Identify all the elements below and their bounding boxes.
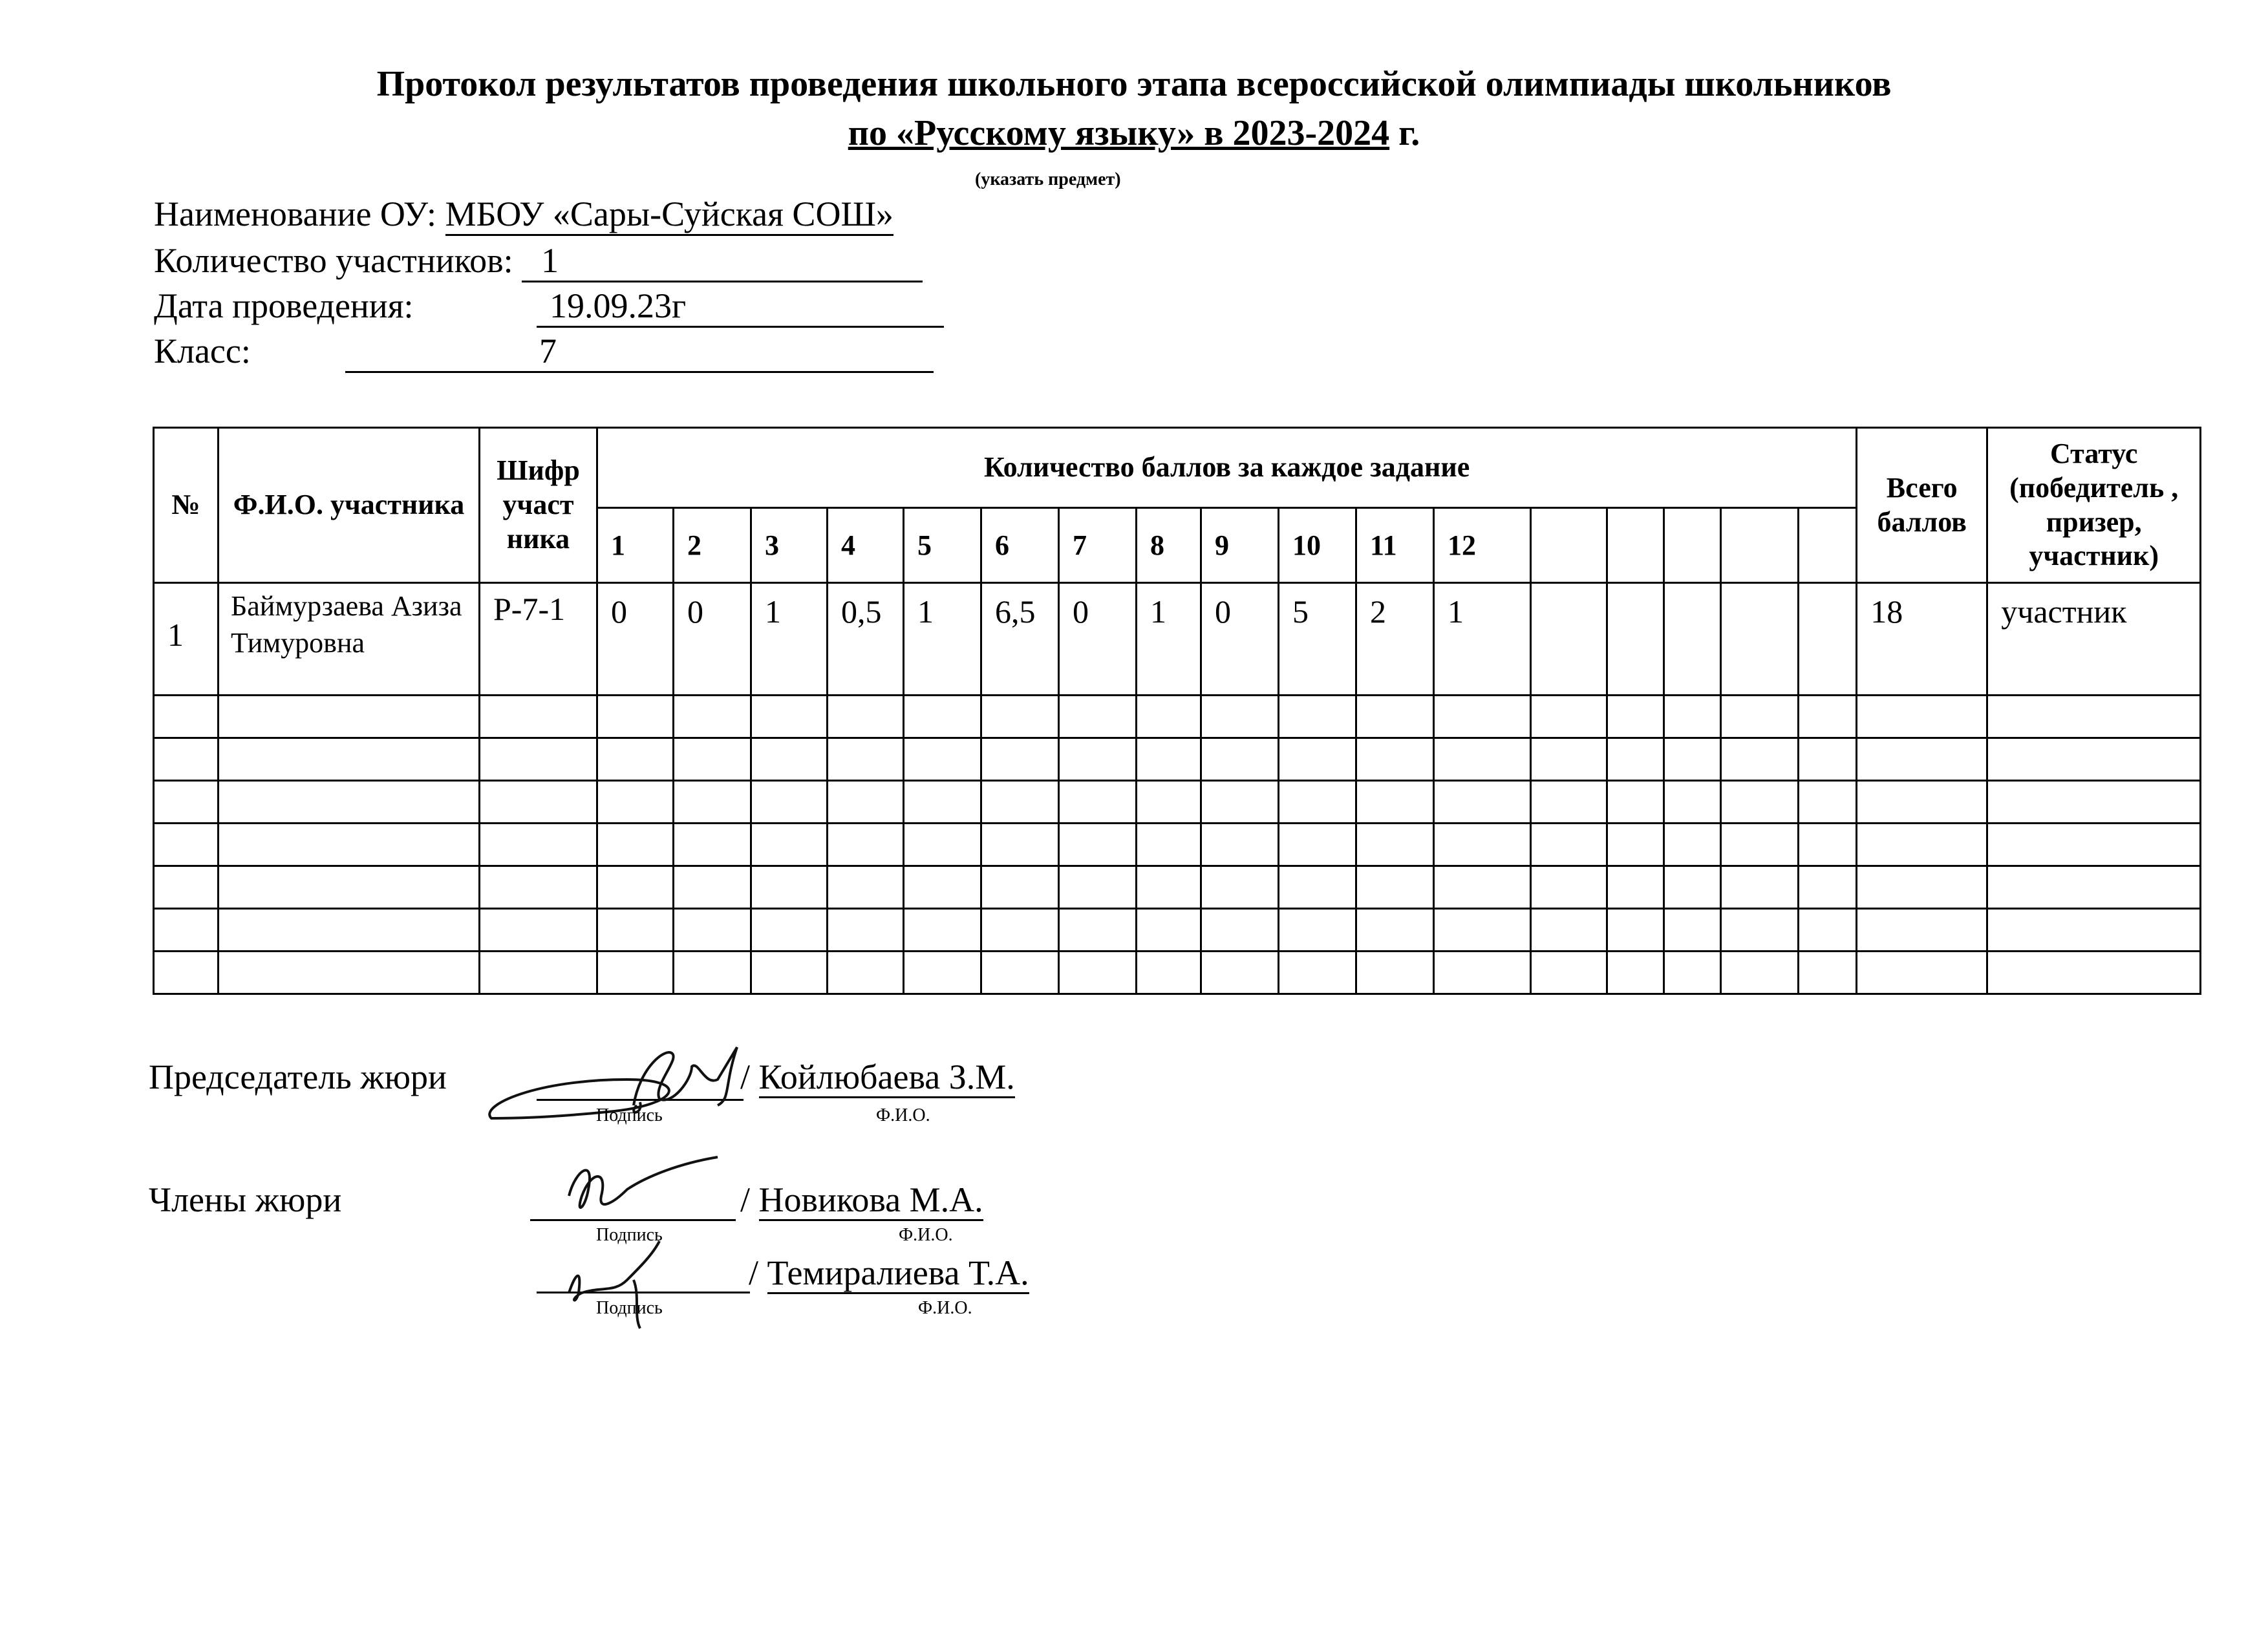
task-number: 6 bbox=[981, 508, 1059, 583]
member1-name: Новикова М.А. bbox=[759, 1180, 983, 1221]
date-label: Дата проведения: bbox=[154, 286, 414, 325]
school-label: Наименование ОУ: bbox=[154, 195, 445, 233]
empty-table-row bbox=[154, 866, 2201, 909]
score-cell: 0 bbox=[597, 583, 674, 696]
row-number: 1 bbox=[154, 583, 219, 696]
table-row bbox=[154, 583, 2201, 696]
class-line bbox=[154, 331, 557, 371]
score-cell: 1 bbox=[751, 583, 828, 696]
participant-name: Баймурзаева Азиза Тимуровна bbox=[219, 583, 480, 696]
score-cell: 0 bbox=[1201, 583, 1279, 696]
task-number: 9 bbox=[1201, 508, 1279, 583]
count-label: Количество участников: bbox=[154, 241, 522, 280]
col-status-header: Статус (победитель , призер, участник) bbox=[1987, 428, 2201, 583]
score-cell: 1 bbox=[1434, 583, 1531, 696]
task-number: 10 bbox=[1279, 508, 1356, 583]
task-number: 8 bbox=[1137, 508, 1201, 583]
empty-table-row bbox=[154, 696, 2201, 738]
members-label: Члены жюри bbox=[149, 1180, 342, 1219]
empty-table-row bbox=[154, 781, 2201, 824]
member2-name: Темиралиева Т.А. bbox=[767, 1253, 1029, 1294]
col-number-header: № bbox=[154, 428, 219, 583]
class-value: 7 bbox=[345, 331, 934, 373]
score-cell: 6,5 bbox=[981, 583, 1059, 696]
class-label: Класс: bbox=[154, 332, 251, 370]
subject-year: по «Русскому языку» в 2023-2024 bbox=[848, 113, 1390, 153]
col-total-header: Всего баллов bbox=[1857, 428, 1987, 583]
score-cell: 1 bbox=[904, 583, 981, 696]
fio-caption: Ф.И.О. bbox=[918, 1298, 972, 1318]
status-value: участник bbox=[1987, 583, 2201, 696]
task-number: 12 bbox=[1434, 508, 1531, 583]
subject-hint: (указать предмет) bbox=[975, 169, 1121, 189]
col-code-header: Шифр участ ника bbox=[480, 428, 597, 583]
task-number: 2 bbox=[674, 508, 751, 583]
subtitle-suffix: г. bbox=[1389, 113, 1420, 153]
col-name-header: Ф.И.О. участника bbox=[219, 428, 480, 583]
task-number: 1 bbox=[597, 508, 674, 583]
task-number: 7 bbox=[1059, 508, 1137, 583]
total-score: 18 bbox=[1857, 583, 1987, 696]
task-number: 11 bbox=[1356, 508, 1434, 583]
fio-caption: Ф.И.О. bbox=[899, 1225, 953, 1245]
protocol-title: Протокол результатов проведения школьного этапа всероссийской олимпиады школьников bbox=[376, 64, 1892, 104]
score-cell: 0,5 bbox=[828, 583, 904, 696]
protocol-subtitle bbox=[0, 112, 2268, 154]
empty-table-row bbox=[154, 952, 2201, 994]
score-cell: 2 bbox=[1356, 583, 1434, 696]
date-value: 19.09.23г bbox=[537, 286, 944, 328]
sign-caption: Подпись bbox=[596, 1105, 663, 1125]
score-cell: 5 bbox=[1279, 583, 1356, 696]
count-value: 1 bbox=[522, 240, 923, 282]
empty-table-row bbox=[154, 824, 2201, 866]
sign-caption: Подпись bbox=[596, 1298, 663, 1318]
sign-caption: Подпись bbox=[596, 1225, 663, 1245]
task-number: 4 bbox=[828, 508, 904, 583]
task-number: 3 bbox=[751, 508, 828, 583]
school-value: МБОУ «Сары-Суйская СОШ» bbox=[445, 194, 893, 236]
member1-signature bbox=[530, 1144, 724, 1228]
score-cell: 0 bbox=[1059, 583, 1137, 696]
chair-label: Председатель жюри bbox=[149, 1058, 447, 1096]
col-scores-header: Количество баллов за каждое задание bbox=[597, 428, 1857, 508]
score-cell: 0 bbox=[674, 583, 751, 696]
results-table bbox=[153, 427, 2201, 995]
fio-caption: Ф.И.О. bbox=[876, 1105, 930, 1125]
count-line bbox=[154, 240, 923, 282]
empty-table-row bbox=[154, 738, 2201, 781]
score-cell: 1 bbox=[1137, 583, 1201, 696]
date-line bbox=[154, 286, 687, 326]
participant-code: Р-7-1 bbox=[480, 583, 597, 696]
school-line bbox=[154, 194, 893, 236]
task-number: 5 bbox=[904, 508, 981, 583]
chair-name: Койлюбаева З.М. bbox=[759, 1058, 1015, 1098]
empty-table-row bbox=[154, 909, 2201, 952]
